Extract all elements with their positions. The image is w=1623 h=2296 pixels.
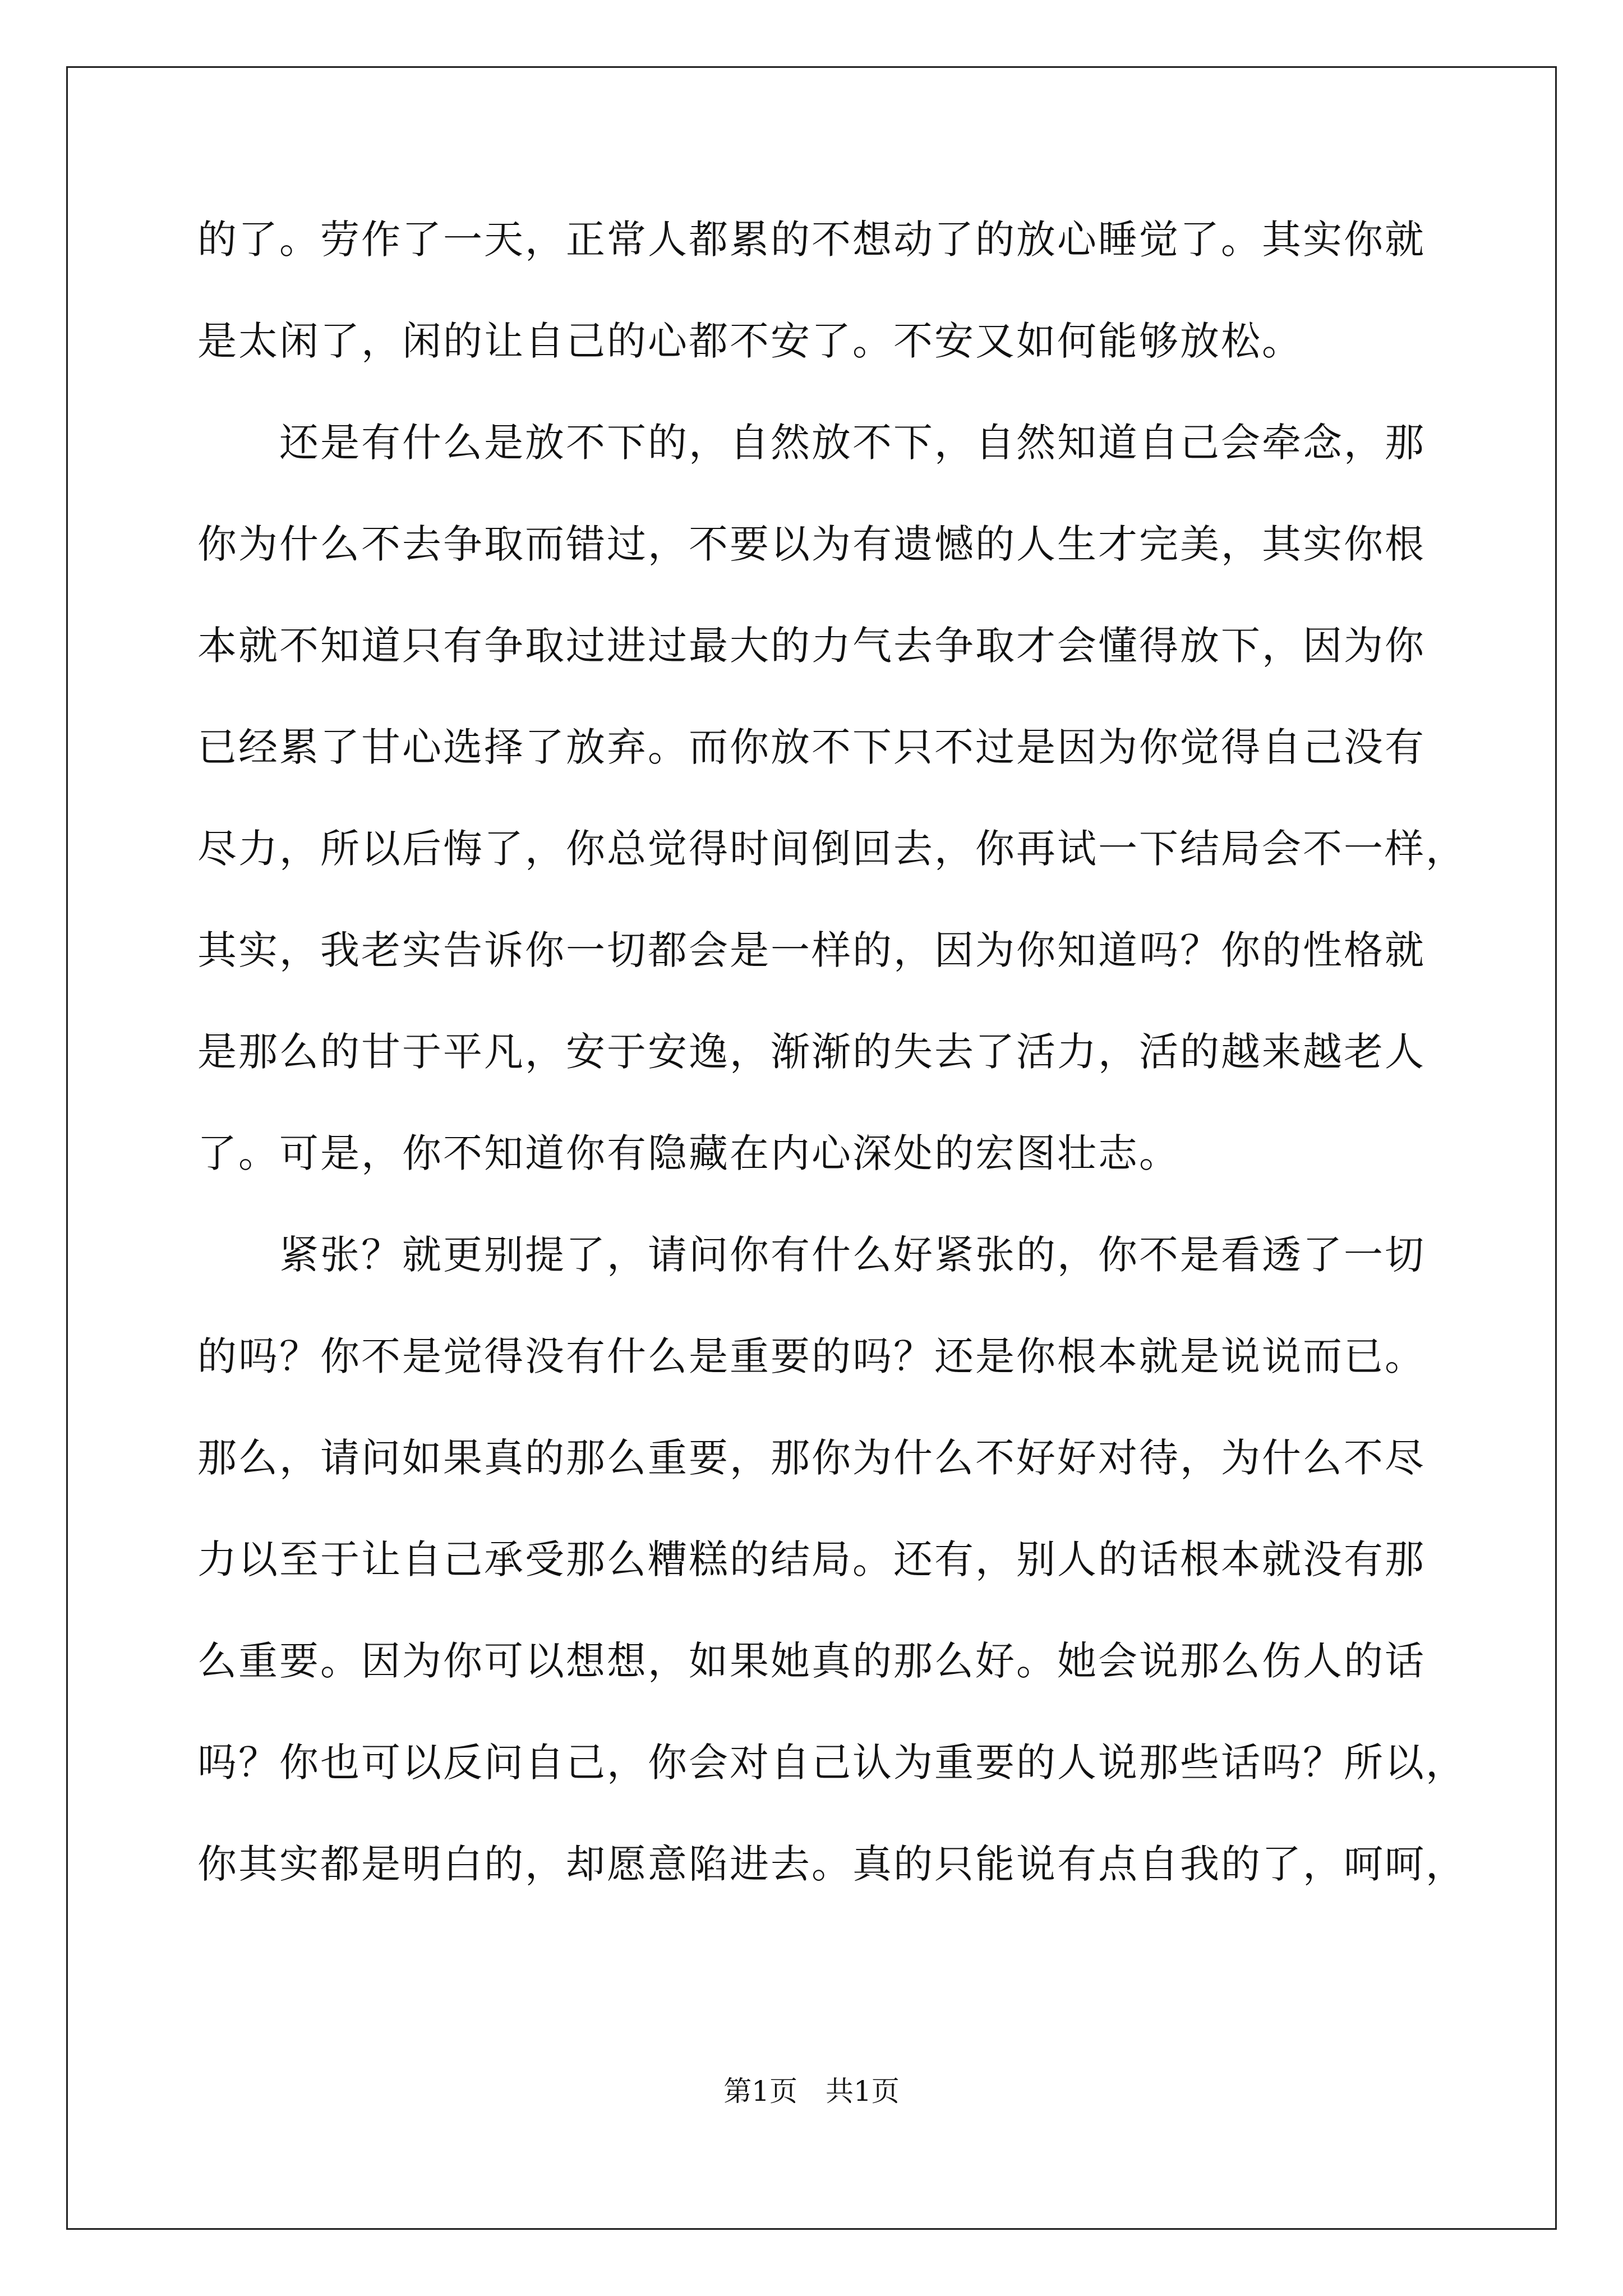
text-line: 力以至于让自己承受那么糟糕的结局。还有，别人的话根本就没有那 (197, 1536, 1426, 1582)
text-line: 其实，我老实告诉你一切都会是一样的，因为你知道吗？你的性格就 (197, 927, 1426, 973)
text-line: 已经累了甘心选择了放弃。而你放不下只不过是因为你觉得自己没有 (197, 724, 1426, 770)
text-line: 还是有什么是放不下的，自然放不下，自然知道自己会牵念，那 (197, 420, 1426, 466)
text-line: 了。可是，你不知道你有隐藏在内心深处的宏图壮志。 (197, 1130, 1180, 1176)
text-line: 的了。劳作了一天，正常人都累的不想动了的放心睡觉了。其实你就 (197, 217, 1426, 263)
text-line: 是那么的甘于平凡，安于安逸，渐渐的失去了活力，活的越来越老人 (197, 1029, 1426, 1075)
text-line: 那么，请问如果真的那么重要，那你为什么不好好对待，为什么不尽 (197, 1435, 1426, 1481)
text-line: 的吗？你不是觉得没有什么是重要的吗？还是你根本就是说说而已。 (197, 1333, 1426, 1379)
document-body (197, 217, 1467, 1946)
text-line: 本就不知道只有争取过进过最大的力气去争取才会懂得放下，因为你 (197, 623, 1426, 669)
text-line: 紧张？就更别提了，请问你有什么好紧张的，你不是看透了一切 (197, 1232, 1426, 1278)
text-line: 尽力，所以后悔了，你总觉得时间倒回去，你再试一下结局会不一样， (197, 826, 1467, 872)
text-line: 吗？你也可以反问自己，你会对自己认为重要的人说那些话吗？所以， (197, 1740, 1467, 1786)
page-number-footer: 第1页 共1页 (723, 2075, 900, 2108)
text-line: 你为什么不去争取而错过，不要以为有遗憾的人生才完美，其实你根 (197, 521, 1426, 567)
text-line: 你其实都是明白的，却愿意陷进去。真的只能说有点自我的了，呵呵， (197, 1841, 1467, 1887)
text-line: 么重要。因为你可以想想，如果她真的那么好。她会说那么伤人的话 (197, 1638, 1426, 1684)
text-line: 是太闲了，闲的让自己的心都不安了。不安又如何能够放松。 (197, 318, 1303, 364)
